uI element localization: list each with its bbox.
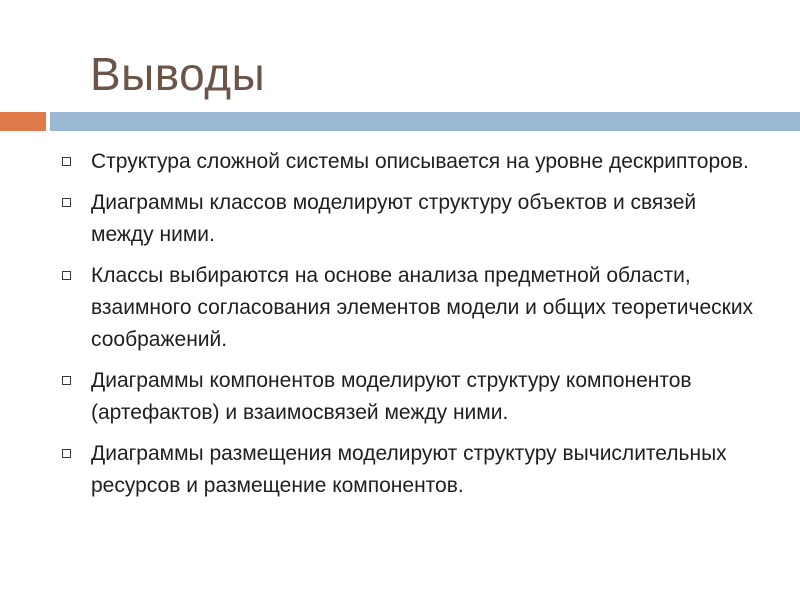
hollow-square-icon xyxy=(62,198,71,207)
slide-title: Выводы xyxy=(90,48,266,100)
bullet-text: Диаграммы компонентов моделируют структуру компонентов (артефактов) и взаимосвязей между ними. xyxy=(91,369,692,424)
hollow-square-icon xyxy=(62,376,71,385)
bullet-item xyxy=(58,260,758,356)
bullet-item xyxy=(58,438,758,502)
bullet-text: Диаграммы классов моделируют структуру объектов и связей между ними. xyxy=(91,191,697,246)
bullet-item xyxy=(58,146,758,178)
bullet-text: Диаграммы размещения моделируют структуру вычислительных ресурсов и размещение компонентов. xyxy=(91,442,727,497)
bullet-item xyxy=(58,365,758,429)
bullet-text: Структура сложной системы описывается на уровне дескрипторов. xyxy=(91,150,749,173)
title-rule-accent xyxy=(0,112,46,131)
bullet-text: Классы выбираются на основе анализа предметной области, взаимного согласования элементов модели и общих теоретических соображений. xyxy=(91,264,754,351)
hollow-square-icon xyxy=(62,157,71,166)
hollow-square-icon xyxy=(62,449,71,458)
hollow-square-icon xyxy=(62,271,71,280)
title-rule xyxy=(50,112,800,131)
bullet-list xyxy=(58,146,758,511)
bullet-item xyxy=(58,187,758,251)
